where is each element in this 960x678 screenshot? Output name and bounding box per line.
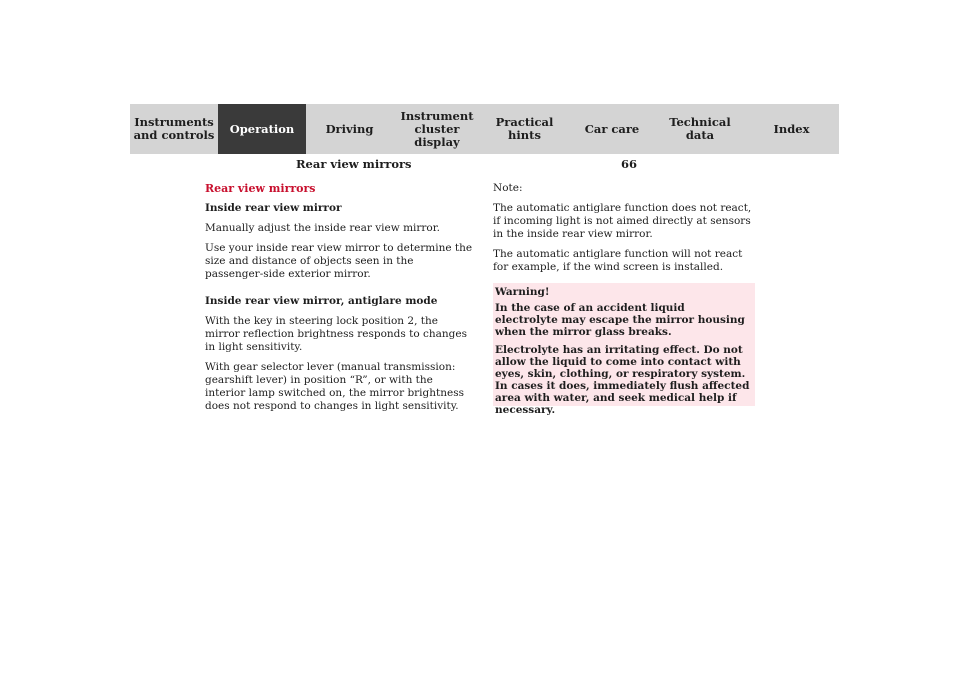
tab-label: Technical data bbox=[669, 115, 731, 142]
tab-label: Instrument cluster display bbox=[400, 108, 474, 149]
tab-instruments-and-controls[interactable] bbox=[130, 104, 218, 154]
tab-practical-hints[interactable] bbox=[481, 104, 568, 154]
tab-index[interactable] bbox=[744, 104, 839, 154]
page-number: 66 bbox=[621, 157, 638, 171]
tab-label: Car care bbox=[584, 121, 640, 136]
tab-driving[interactable] bbox=[306, 104, 393, 154]
subheading-antiglare: Inside rear view mirror, antiglare mode bbox=[205, 295, 438, 307]
tab-label: Driving bbox=[325, 121, 374, 136]
tab-instrument-cluster-display[interactable] bbox=[393, 104, 481, 154]
right-column bbox=[493, 182, 755, 281]
note-label: Note: bbox=[493, 182, 523, 194]
paragraph: Use your inside rear view mirror to determine the size and distance of objects seen in the passenger-side exterior mirror. bbox=[205, 242, 473, 280]
tab-label: Operation bbox=[229, 121, 295, 136]
section-tab-bar bbox=[130, 104, 839, 154]
note-paragraph: The automatic antiglare function will not react for example, if the wind screen is installed. bbox=[493, 248, 743, 273]
tab-label: Instruments and controls bbox=[133, 115, 215, 142]
tab-label: Practical hints bbox=[495, 115, 554, 142]
paragraph: Manually adjust the inside rear view mirror. bbox=[205, 222, 440, 234]
tab-label: Index bbox=[773, 121, 810, 136]
section-heading: Rear view mirrors bbox=[205, 182, 316, 195]
subheading-inside-mirror: Inside rear view mirror bbox=[205, 202, 342, 214]
tab-operation[interactable] bbox=[218, 104, 306, 154]
warning-title: Warning! bbox=[495, 286, 550, 298]
tab-car-care[interactable] bbox=[568, 104, 656, 154]
warning-box bbox=[493, 283, 755, 416]
paragraph: With gear selector lever (manual transmission: gearshift lever) in position “R”, or with the interior lamp switched on, the mirror brightness does not respond to changes in light sensitivity. bbox=[205, 361, 464, 412]
warning-paragraph: In the case of an accident liquid electrolyte may escape the mirror housing when the mirror glass breaks. bbox=[495, 302, 745, 338]
left-column bbox=[205, 182, 475, 420]
section-title: Rear view mirrors bbox=[296, 157, 412, 171]
paragraph: With the key in steering lock position 2, the mirror reflection brightness responds to changes in light sensitivity. bbox=[205, 315, 467, 353]
tab-technical-data[interactable] bbox=[656, 104, 744, 154]
warning-paragraph: Electrolyte has an irritating effect. Do not allow the liquid to come into contact with eyes, skin, clothing, or respiratory system. In cases it does, immediately flush affected area with water, and seek medical help if necessary. bbox=[495, 344, 750, 416]
note-paragraph: The automatic antiglare function does not react, if incoming light is not aimed directly at sensors in the inside rear view mirror. bbox=[493, 202, 752, 240]
